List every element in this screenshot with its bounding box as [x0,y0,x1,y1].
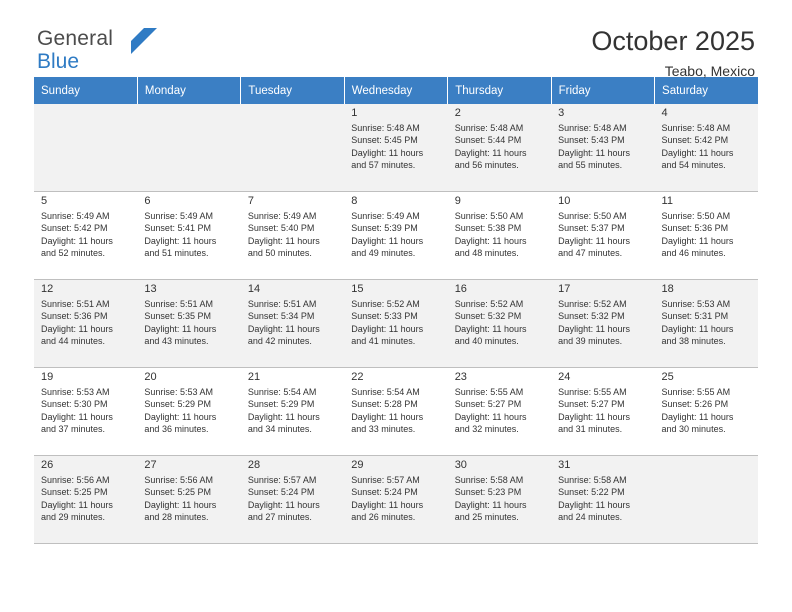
weekday-header-friday: Friday [551,77,654,104]
page-title: October 2025 [591,26,755,56]
day-number: 9 [454,195,461,207]
day-info-line: Sunrise: 5:51 AM [247,299,317,309]
day-info-line: and 24 minutes. [558,512,623,523]
day-info-line: Daylight: 11 hours [558,147,630,158]
day-info-line: and 43 minutes. [144,336,209,347]
calendar-day-cell[interactable] [137,456,240,544]
day-info-line: and 39 minutes. [558,336,623,347]
calendar-day-cell[interactable] [137,192,240,280]
day-info-line: Daylight: 11 hours [144,235,217,246]
day-info-line: Sunrise: 5:52 AM [558,299,627,309]
day-number: 8 [351,195,358,207]
day-number: 31 [558,459,571,471]
day-info-line: and 34 minutes. [247,424,312,435]
day-info-line: Sunset: 5:38 PM [454,223,522,234]
day-info-line: and 50 minutes. [247,248,312,259]
day-info-line: Sunrise: 5:57 AM [351,475,420,485]
day-info-line: Sunrise: 5:54 AM [247,387,317,397]
calendar-day-cell[interactable] [448,104,551,192]
weekday-header-monday: Monday [137,77,240,104]
weekday-header-tuesday: Tuesday [241,77,344,104]
day-info-line: Sunset: 5:29 PM [144,399,211,410]
day-info-line: and 42 minutes. [247,336,312,347]
day-info-line: Sunrise: 5:48 AM [558,123,627,133]
day-info-line: Sunset: 5:30 PM [41,399,108,410]
day-info-line: Daylight: 11 hours [41,323,113,334]
day-info-line: Daylight: 11 hours [558,235,630,246]
day-info-line: Daylight: 11 hours [454,147,527,158]
day-info-line: Sunset: 5:36 PM [661,223,729,234]
day-info-line: and 57 minutes. [351,160,416,171]
calendar-empty-cell [655,456,758,544]
logo-text-general: General [37,27,114,50]
day-info-line: and 27 minutes. [247,512,312,523]
day-info-line: and 47 minutes. [558,248,623,259]
calendar-day-cell[interactable] [448,368,551,456]
day-number: 24 [558,371,571,383]
day-number: 7 [247,195,254,207]
day-info-line: Sunset: 5:35 PM [144,311,211,322]
day-info-line: Daylight: 11 hours [144,323,217,334]
day-info-line: and 30 minutes. [661,424,726,435]
logo-text-blue: Blue [37,50,80,73]
calendar-day-cell[interactable] [344,456,447,544]
day-info-line: and 32 minutes. [454,424,519,435]
day-number: 5 [41,195,48,207]
day-info-line: Daylight: 11 hours [558,499,630,510]
calendar-day-cell[interactable] [655,192,758,280]
day-info-line: Sunrise: 5:58 AM [454,475,524,485]
day-number: 14 [247,283,261,295]
day-info-line: Daylight: 11 hours [351,499,424,510]
day-number: 18 [661,283,674,295]
calendar-day-cell[interactable] [344,280,447,368]
calendar-day-cell[interactable] [655,280,758,368]
day-info-line: Sunrise: 5:55 AM [558,387,627,397]
calendar-day-cell[interactable] [448,280,551,368]
day-info-line: Sunset: 5:34 PM [247,311,315,322]
day-info-line: Sunrise: 5:50 AM [661,211,731,221]
day-info-line: Sunset: 5:27 PM [454,399,522,410]
day-info-line: Sunrise: 5:50 AM [558,211,627,221]
day-info-line: Sunset: 5:43 PM [558,135,625,146]
day-info-line: Sunset: 5:44 PM [454,135,522,146]
weekday-header-sunday: Sunday [34,77,137,104]
calendar-day-cell[interactable] [34,456,137,544]
day-number: 25 [661,371,674,383]
day-number: 4 [661,107,668,119]
calendar-table [34,77,758,544]
day-info-line: Daylight: 11 hours [661,147,734,158]
day-info-line: Sunrise: 5:48 AM [351,123,420,133]
day-info-line: Sunset: 5:33 PM [351,311,418,322]
weekday-header-saturday: Saturday [655,77,758,104]
day-info-line: Daylight: 11 hours [351,411,424,422]
day-info-line: Sunrise: 5:51 AM [41,299,110,309]
day-number: 10 [558,195,571,207]
day-info-line: Sunset: 5:39 PM [351,223,418,234]
day-info-line: and 54 minutes. [661,160,726,171]
calendar-day-cell[interactable] [241,368,344,456]
calendar-day-cell[interactable] [137,368,240,456]
calendar-week-row [34,280,758,368]
day-info-line: Sunrise: 5:51 AM [144,299,213,309]
day-info-line: Sunset: 5:40 PM [247,223,315,234]
calendar-week-row [34,104,758,192]
day-number: 6 [144,195,151,207]
day-info-line: Sunset: 5:26 PM [661,399,729,410]
day-info-line: and 55 minutes. [558,160,623,171]
day-info-line: Sunrise: 5:53 AM [661,299,731,309]
day-info-line: Sunset: 5:23 PM [454,487,522,498]
day-info-line: Sunrise: 5:52 AM [351,299,420,309]
calendar-day-cell[interactable] [551,104,654,192]
day-info-line: and 33 minutes. [351,424,416,435]
day-info-line: and 38 minutes. [661,336,726,347]
day-info-line: Sunset: 5:32 PM [558,311,625,322]
calendar-day-cell[interactable] [344,104,447,192]
calendar-empty-cell [34,104,137,192]
day-number: 11 [661,195,673,207]
calendar-day-cell[interactable] [34,368,137,456]
day-number: 22 [351,371,364,383]
day-info-line: Daylight: 11 hours [41,411,113,422]
day-number: 2 [454,107,461,119]
day-info-line: Sunrise: 5:54 AM [351,387,420,397]
day-info-line: Sunset: 5:28 PM [351,399,418,410]
day-info-line: Sunrise: 5:55 AM [454,387,524,397]
day-info-line: Daylight: 11 hours [247,499,320,510]
day-info-line: Sunset: 5:31 PM [661,311,729,322]
day-info-line: and 44 minutes. [41,336,106,347]
day-info-line: Daylight: 11 hours [351,235,424,246]
calendar-body [34,104,758,544]
weekday-header-wednesday: Wednesday [344,77,447,104]
day-number: 20 [144,371,157,383]
day-info-line: and 26 minutes. [351,512,416,523]
day-info-line: and 56 minutes. [454,160,519,171]
day-number: 12 [41,283,54,295]
day-info-line: Sunrise: 5:50 AM [454,211,524,221]
day-info-line: Sunset: 5:27 PM [558,399,625,410]
day-info-line: Daylight: 11 hours [351,323,424,334]
calendar-day-cell[interactable] [241,280,344,368]
day-info-line: Daylight: 11 hours [247,235,320,246]
day-info-line: Daylight: 11 hours [41,499,113,510]
day-number: 3 [558,107,565,119]
calendar-day-cell[interactable] [137,280,240,368]
day-info-line: Daylight: 11 hours [661,323,734,334]
generalblue-logo [37,28,237,76]
day-info-line: Sunset: 5:37 PM [558,223,625,234]
day-info-line: Sunset: 5:36 PM [41,311,108,322]
day-info-line: and 37 minutes. [41,424,106,435]
day-number: 13 [144,283,157,295]
calendar-empty-cell [241,104,344,192]
day-number: 16 [454,283,467,295]
day-number: 28 [247,459,261,471]
calendar-day-cell[interactable] [448,456,551,544]
calendar-week-row [34,192,758,280]
day-info-line: Sunrise: 5:55 AM [661,387,731,397]
day-info-line: Daylight: 11 hours [661,235,734,246]
calendar-week-row [34,368,758,456]
day-info-line: Daylight: 11 hours [144,499,217,510]
day-info-line: Sunrise: 5:49 AM [351,211,420,221]
day-info-line: Sunset: 5:45 PM [351,135,418,146]
day-info-line: Sunrise: 5:48 AM [454,123,524,133]
day-number: 30 [454,459,467,471]
day-info-line: Sunset: 5:24 PM [247,487,315,498]
day-info-line: Sunset: 5:42 PM [41,223,108,234]
day-info-line: Daylight: 11 hours [144,411,217,422]
day-number: 27 [144,459,157,471]
day-info-line: and 51 minutes. [144,248,209,259]
page-header [34,0,758,79]
day-info-line: Sunrise: 5:53 AM [41,387,110,397]
calendar-day-cell[interactable] [241,456,344,544]
day-number: 21 [247,371,261,383]
day-info-line: Sunset: 5:24 PM [351,487,418,498]
day-number: 15 [351,283,364,295]
day-info-line: Daylight: 11 hours [41,235,113,246]
day-info-line: Sunrise: 5:53 AM [144,387,213,397]
day-info-line: Daylight: 11 hours [247,323,320,334]
day-info-line: Daylight: 11 hours [351,147,424,158]
day-info-line: Daylight: 11 hours [454,323,527,334]
day-info-line: Sunrise: 5:49 AM [41,211,110,221]
day-info-line: Sunrise: 5:56 AM [144,475,213,485]
calendar-week-row [34,456,758,544]
day-info-line: Sunrise: 5:48 AM [661,123,731,133]
day-info-line: Sunset: 5:25 PM [41,487,108,498]
calendar-day-cell[interactable] [551,368,654,456]
day-info-line: Daylight: 11 hours [454,411,527,422]
day-info-line: Sunset: 5:41 PM [144,223,211,234]
day-info-line: Sunset: 5:32 PM [454,311,522,322]
day-info-line: Sunset: 5:22 PM [558,487,625,498]
calendar-day-cell[interactable] [551,456,654,544]
calendar-day-cell[interactable] [344,368,447,456]
calendar-day-cell[interactable] [551,280,654,368]
day-info-line: and 29 minutes. [41,512,106,523]
weekday-header-thursday: Thursday [448,77,551,104]
day-info-line: and 41 minutes. [351,336,416,347]
weekday-header-row [34,77,758,104]
day-info-line: and 36 minutes. [144,424,209,435]
day-info-line: Daylight: 11 hours [454,235,527,246]
day-info-line: and 48 minutes. [454,248,519,259]
calendar-day-cell[interactable] [241,192,344,280]
day-info-line: Sunset: 5:29 PM [247,399,315,410]
day-info-line: and 25 minutes. [454,512,519,523]
day-info-line: Sunrise: 5:52 AM [454,299,524,309]
day-info-line: and 46 minutes. [661,248,726,259]
day-info-line: Daylight: 11 hours [454,499,527,510]
day-info-line: and 52 minutes. [41,248,106,259]
calendar-day-cell[interactable] [655,104,758,192]
day-info-line: and 49 minutes. [351,248,416,259]
day-info-line: and 40 minutes. [454,336,519,347]
logo-flag-inner-icon [131,28,144,41]
day-info-line: Sunrise: 5:58 AM [558,475,627,485]
day-info-line: Sunrise: 5:49 AM [247,211,317,221]
day-info-line: Daylight: 11 hours [558,323,630,334]
day-info-line: and 28 minutes. [144,512,209,523]
day-info-line: Daylight: 11 hours [247,411,320,422]
day-number: 19 [41,371,54,383]
day-info-line: and 31 minutes. [558,424,623,435]
day-info-line: Sunrise: 5:57 AM [247,475,317,485]
calendar-day-cell[interactable] [344,192,447,280]
day-info-line: Sunrise: 5:56 AM [41,475,110,485]
day-info-line: Sunrise: 5:49 AM [144,211,213,221]
page-subtitle-location: Teabo, Mexico [664,63,755,79]
day-info-line: Daylight: 11 hours [558,411,630,422]
day-info-line: Sunset: 5:25 PM [144,487,211,498]
day-info-line: Sunset: 5:42 PM [661,135,729,146]
day-number: 1 [351,107,358,119]
day-number: 26 [41,459,54,471]
day-number: 23 [454,371,467,383]
calendar-day-cell[interactable] [655,368,758,456]
calendar-day-cell[interactable] [34,192,137,280]
calendar-day-cell[interactable] [34,280,137,368]
day-number: 17 [558,283,571,295]
calendar-empty-cell [137,104,240,192]
day-number: 29 [351,459,364,471]
day-info-line: Daylight: 11 hours [661,411,734,422]
calendar-day-cell[interactable] [448,192,551,280]
title-block [591,26,755,79]
calendar-day-cell[interactable] [551,192,654,280]
